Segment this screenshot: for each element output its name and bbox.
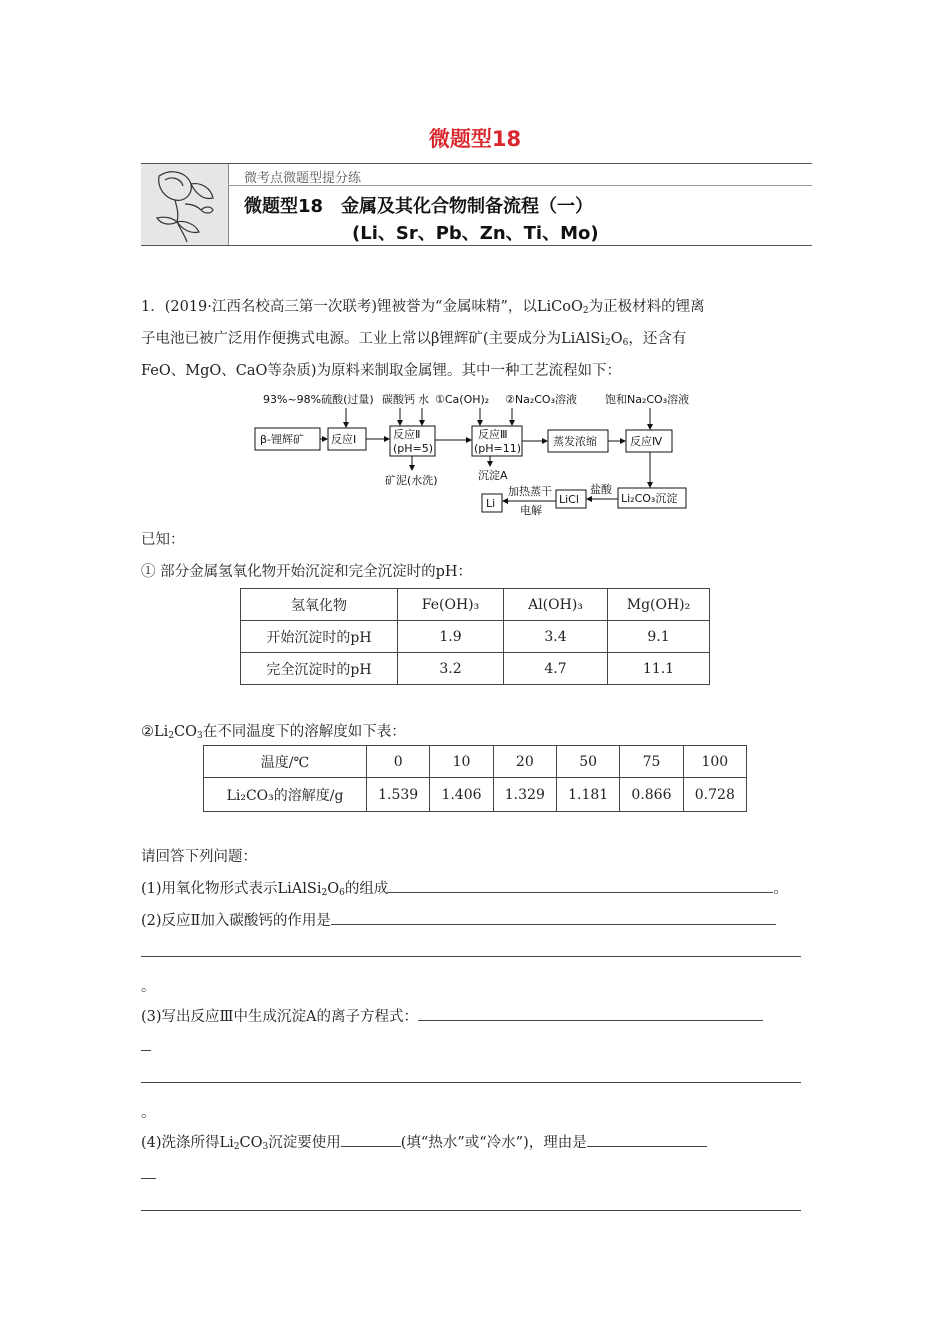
table-cell: 完全沉淀时的pH [241, 653, 398, 685]
question-2 [141, 909, 776, 930]
table-cell: Al(OH)₃ [504, 589, 608, 621]
label-heat-dry: 加热蒸干 [508, 485, 552, 498]
question-text: O [327, 881, 340, 897]
table-cell: 0 [367, 746, 430, 778]
subscript: 2 [233, 1142, 240, 1152]
answer-blank[interactable] [587, 1145, 707, 1147]
table-cell: 1.329 [493, 778, 556, 812]
banner-subtitle: 微考点微题型提分练 [244, 171, 362, 186]
label-sulfuric-acid: 93%~98%硫酸(过量) [263, 393, 374, 406]
question-text: 的组成 [344, 881, 389, 897]
table-row [241, 589, 710, 621]
known-text: 在不同温度下的溶解度如下表： [202, 724, 406, 740]
table-cell: 100 [683, 746, 746, 778]
answer-line[interactable] [141, 1210, 801, 1211]
subscript: 6 [622, 338, 629, 348]
box-reaction-3-ph: (pH=11) [474, 442, 522, 455]
label-electrolysis: 电解 [520, 504, 542, 517]
question-4 [141, 1131, 707, 1152]
table-cell: 0.866 [620, 778, 683, 812]
question-text: (3)写出反应Ⅲ中生成沉淀A的离子方程式： [141, 1009, 418, 1025]
page-title: 微题型18 [428, 127, 522, 151]
label-precipitate-a: 沉淀A [478, 469, 508, 482]
answer-blank[interactable] [331, 923, 776, 925]
question-line-2 [141, 327, 686, 348]
table-cell: 50 [556, 746, 619, 778]
table-cell: Li₂CO₃的溶解度/g [204, 778, 367, 812]
subscript: 3 [262, 1142, 269, 1152]
label-calcium-carbonate: 碳酸钙 [382, 393, 415, 406]
box-reaction-2-label: 反应Ⅱ [393, 428, 421, 441]
question-text: FeO、MgO、CaO等杂质)为原料来制取金属锂。其中一种工艺流程如下： [141, 363, 622, 379]
section-banner [141, 163, 812, 246]
subscript: 2 [321, 888, 328, 898]
question-text: 为正极材料的锂离 [588, 299, 705, 315]
known-heading: 已知： [141, 532, 185, 548]
process-flowchart [250, 390, 700, 520]
table-cell: 1.9 [398, 621, 504, 653]
answer-line[interactable] [141, 1082, 801, 1083]
banner-title: 微题型18 金属及其化合物制备流程（一） [244, 196, 594, 217]
answer-line[interactable] [141, 1050, 151, 1051]
question-2-end: 。 [141, 979, 156, 995]
known-item-1: ① 部分金属氢氧化物开始沉淀和完全沉淀时的pH： [141, 564, 473, 580]
subscript: 3 [196, 731, 203, 741]
question-text: (1)用氧化物形式表示LiAlSi [141, 881, 322, 897]
question-3-end: 。 [141, 1105, 156, 1121]
question-text: 1．(2019·江西名校高三第一次联考)锂被誉为“金属味精”，以LiCoO [141, 299, 583, 315]
box-lithium-chloride-label: LiCl [559, 493, 579, 506]
question-text: 沉淀要使用 [268, 1135, 341, 1151]
table-cell: 开始沉淀时的pH [241, 621, 398, 653]
box-ore-label: β-锂辉矿 [260, 433, 304, 446]
box-lithium-carbonate-label: Li₂CO₃沉淀 [621, 492, 678, 505]
question-line-1 [141, 295, 705, 316]
box-evaporation-label: 蒸发浓缩 [553, 435, 597, 448]
question-3 [141, 1005, 763, 1026]
answers-prompt: 请回答下列问题： [141, 849, 257, 865]
question-text: CO [239, 1135, 263, 1151]
question-text: 子电池已被广泛用作便携式电源。工业上常以β锂辉矿(主要成分为LiAlSi [141, 331, 605, 347]
answer-blank[interactable] [341, 1145, 401, 1147]
table-cell: 1.181 [556, 778, 619, 812]
table-cell: 4.7 [504, 653, 608, 685]
question-text: 。 [773, 881, 788, 897]
known-text: ②Li [141, 724, 169, 740]
table-cell: 10 [430, 746, 493, 778]
question-text: (4)洗涤所得Li [141, 1135, 234, 1151]
answer-line[interactable] [141, 1178, 156, 1179]
answer-blank[interactable] [388, 891, 773, 893]
subscript: 2 [604, 338, 611, 348]
question-1 [141, 877, 788, 898]
label-saturated-sodium-carbonate: 饱和Na₂CO₃溶液 [605, 393, 690, 406]
table-cell: 温度/℃ [204, 746, 367, 778]
banner-title-elements: (Li、Sr、Pb、Zn、Ti、Mo) [352, 223, 599, 244]
table-row [241, 653, 710, 685]
box-reaction-2-ph: (pH=5) [393, 442, 434, 455]
table-row [241, 621, 710, 653]
subscript: 2 [582, 306, 589, 316]
table-cell: Fe(OH)₃ [398, 589, 504, 621]
box-reaction-1-label: 反应Ⅰ [331, 433, 357, 446]
known-text: CO [174, 724, 197, 740]
box-lithium-label: Li [486, 497, 496, 510]
label-sodium-carbonate: ②Na₂CO₃溶液 [505, 393, 577, 406]
table-cell: Mg(OH)₂ [608, 589, 710, 621]
label-ore-mud: 矿泥(水洗) [385, 474, 438, 487]
box-reaction-3-label: 反应Ⅲ [478, 428, 508, 441]
table-row [204, 778, 747, 812]
table-cell: 3.2 [398, 653, 504, 685]
table-cell: 氢氧化物 [241, 589, 398, 621]
answer-line[interactable] [141, 956, 801, 957]
table-cell: 0.728 [683, 778, 746, 812]
table-cell: 1.406 [430, 778, 493, 812]
table-cell: 3.4 [504, 621, 608, 653]
table-row [204, 746, 747, 778]
table-cell: 20 [493, 746, 556, 778]
label-water: 水 [418, 393, 429, 406]
label-calcium-hydroxide: ①Ca(OH)₂ [435, 393, 490, 406]
box-reaction-4-label: 反应Ⅳ [630, 435, 663, 448]
table-cell: 11.1 [608, 653, 710, 685]
banner-divider [228, 185, 812, 186]
question-line-3 [141, 359, 621, 380]
question-text: (填“热水”或“冷水”)，理由是 [400, 1135, 587, 1151]
hydroxide-ph-table [240, 588, 710, 685]
question-text: ，还含有 [628, 331, 687, 347]
question-text: O [610, 331, 623, 347]
question-text: (2)反应Ⅱ加入碳酸钙的作用是 [141, 913, 331, 929]
answer-blank[interactable] [418, 1019, 763, 1021]
known-item-2 [141, 720, 406, 741]
morning-glory-flower-icon [141, 164, 229, 245]
label-hydrochloric-acid: 盐酸 [590, 483, 612, 496]
table-cell: 75 [620, 746, 683, 778]
solubility-table [203, 745, 747, 812]
table-cell: 9.1 [608, 621, 710, 653]
subscript: 6 [339, 888, 345, 898]
subscript: 2 [168, 731, 174, 741]
table-cell: 1.539 [367, 778, 430, 812]
